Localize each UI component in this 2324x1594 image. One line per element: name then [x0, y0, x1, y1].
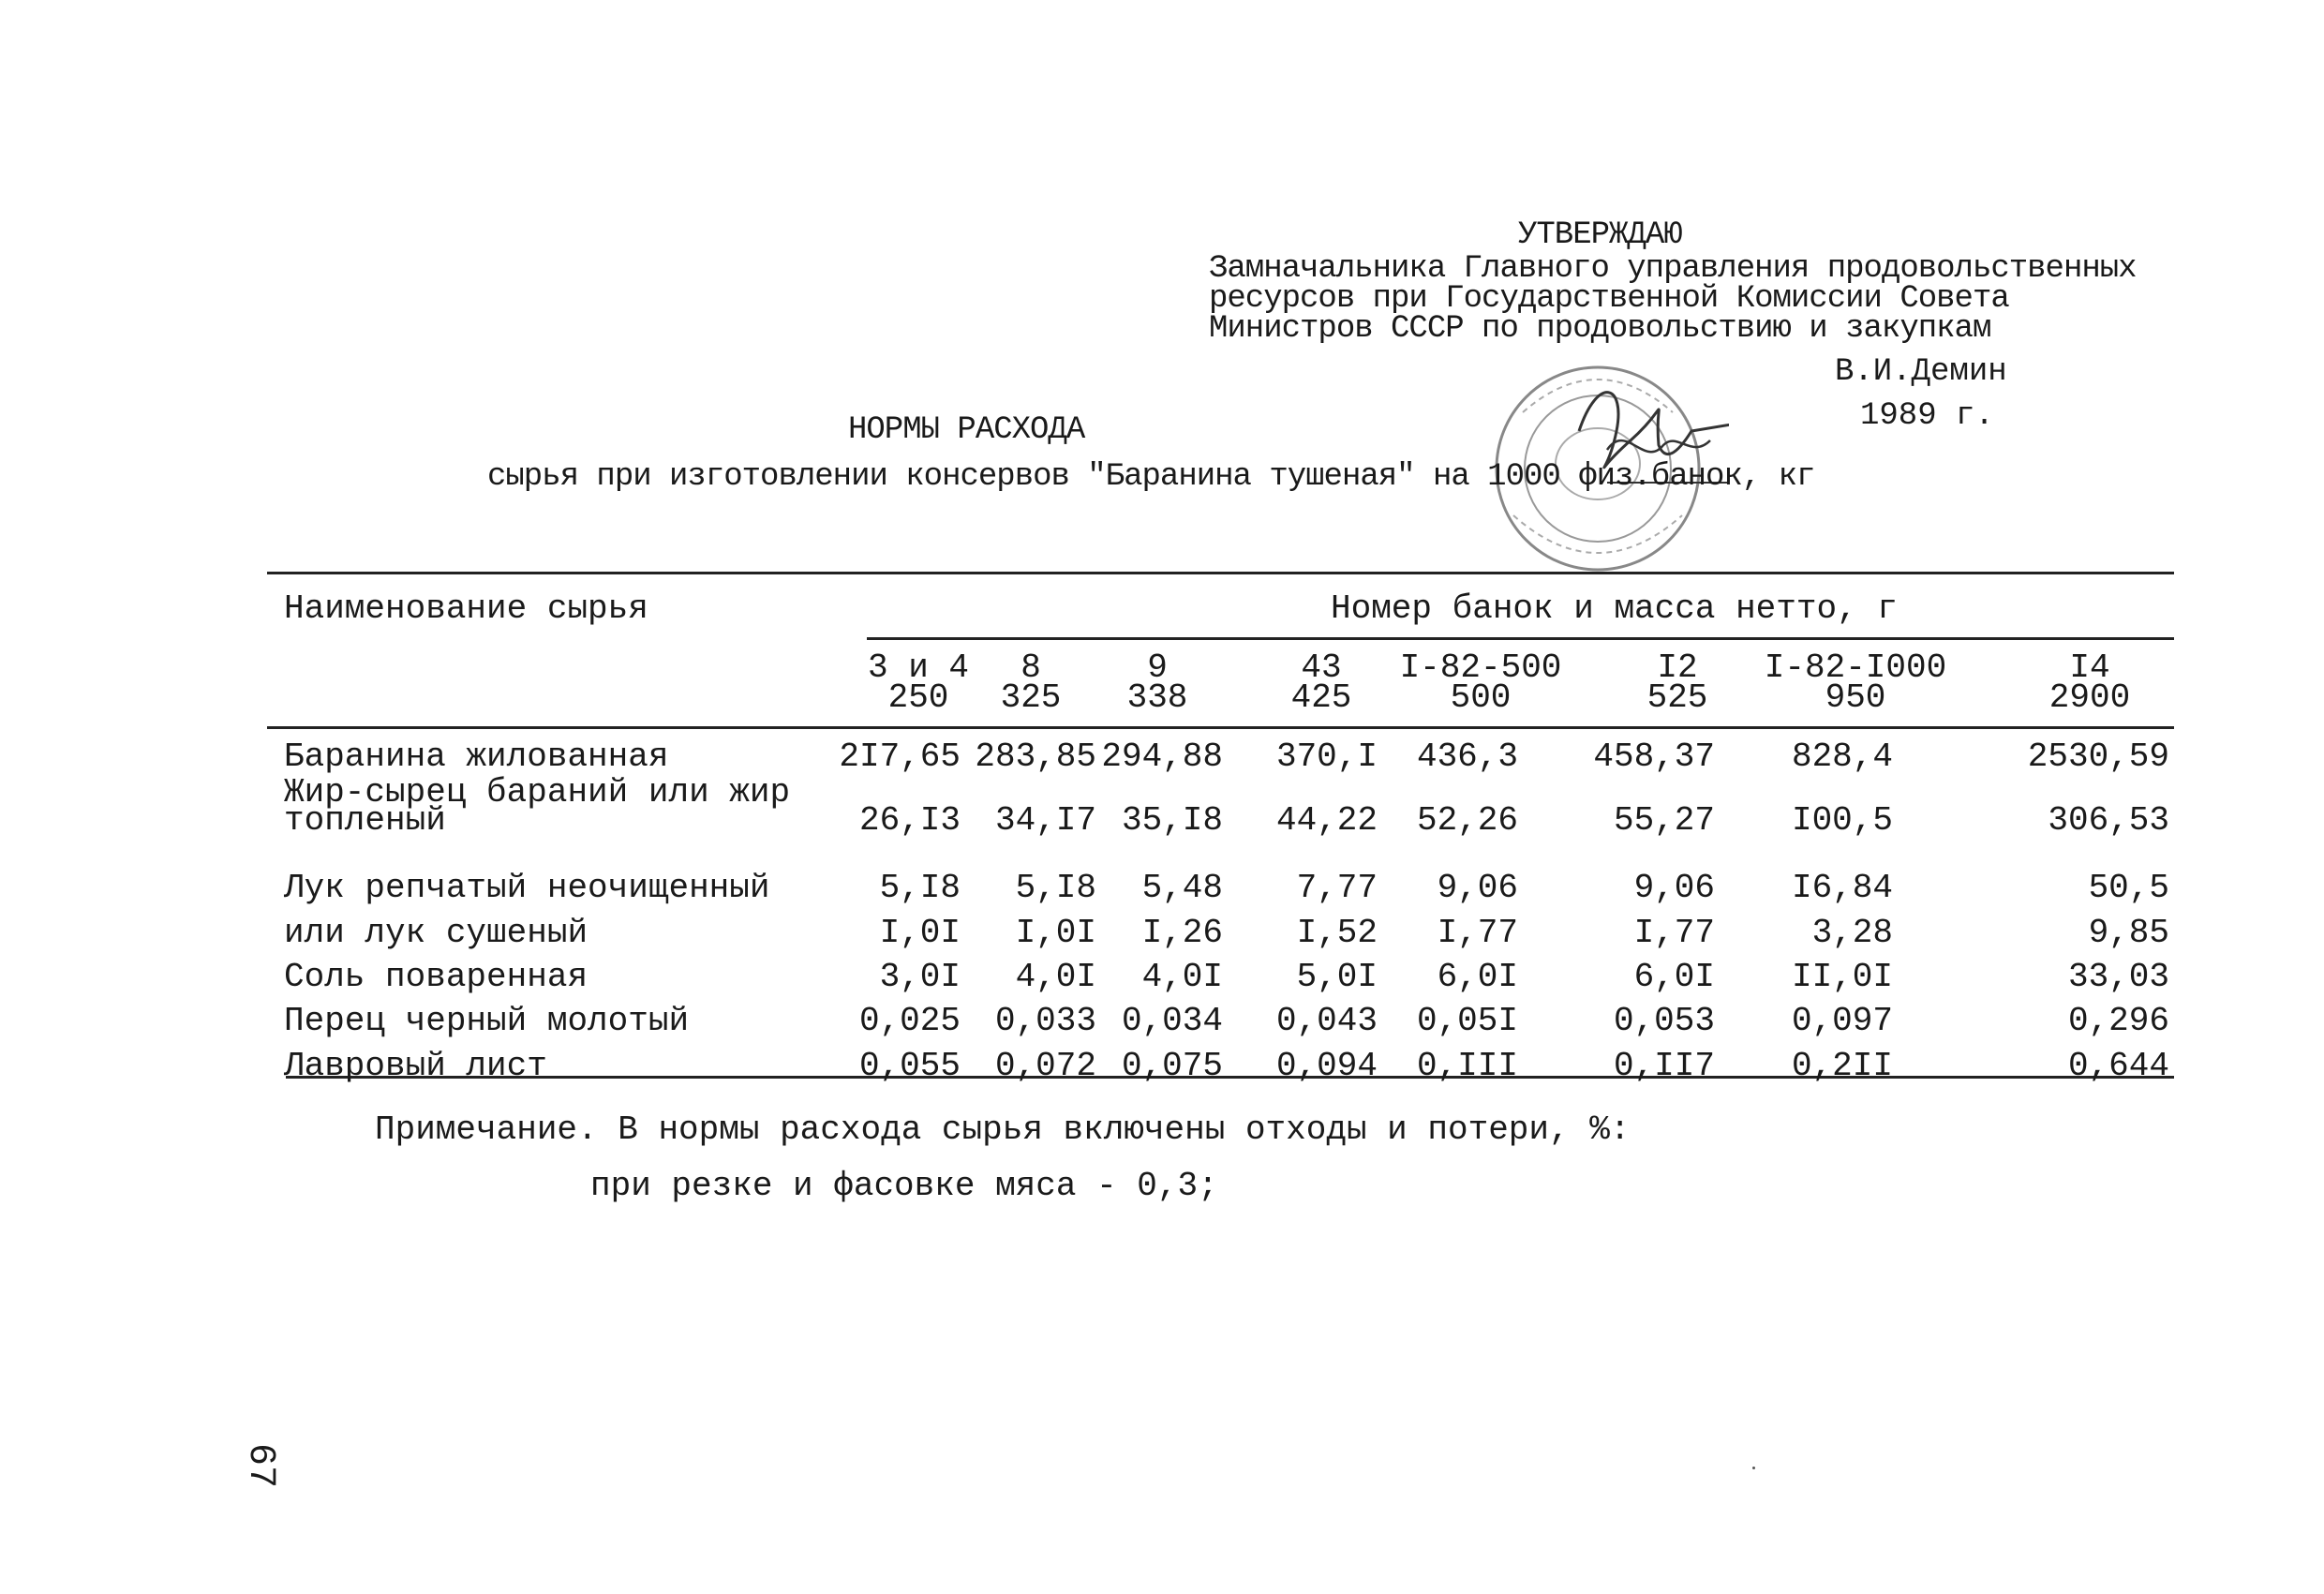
table-cell: 44,22 [1275, 801, 1378, 840]
table-cell: 436,3 [1416, 737, 1518, 776]
header-can-group: Номер банок и масса нетто, г [1331, 589, 1898, 628]
header-raw-material: Наименование сырья [284, 589, 648, 628]
col-header-mass: 500 [1450, 678, 1512, 717]
approval-line-2: ресурсов при Государственной Комиссии Совета [1209, 281, 2009, 317]
table-cell: 6,0I [1437, 958, 1518, 996]
table-cell: 0,053 [1613, 1002, 1715, 1040]
table-cell: 50,5 [2088, 869, 2169, 907]
col-header-num: I4 [2069, 648, 2110, 687]
col-header-num: 9 [1147, 648, 1168, 687]
table-cell: 294,88 [1101, 737, 1223, 776]
table-cell: I,0I [1015, 914, 1096, 952]
table-cell: 6,0I [1633, 958, 1715, 996]
table-cell: 3,0I [879, 958, 961, 996]
table-cell: 0,033 [994, 1002, 1096, 1040]
table-cell: 0,05I [1416, 1002, 1518, 1040]
col-header-num: I-82-I000 [1764, 648, 1947, 687]
table-cell: 9,06 [1437, 869, 1518, 907]
table-cell: 52,26 [1416, 801, 1518, 840]
table-cell: 0,097 [1791, 1002, 1893, 1040]
table-cell: 34,I7 [994, 801, 1096, 840]
table-cell: I,77 [1437, 914, 1518, 952]
note-subitem: при резке и фасовке мяса - 0,3; [590, 1167, 1218, 1205]
table-cell: 5,0I [1296, 958, 1378, 996]
table-cell: I,77 [1633, 914, 1715, 952]
table-cell: 458,37 [1593, 737, 1715, 776]
table-cell: 4,0I [1141, 958, 1223, 996]
table-cell: 7,77 [1296, 869, 1378, 907]
signature [1579, 393, 1729, 468]
table-cell: 306,53 [2048, 801, 2169, 840]
page-number: 67 [239, 1443, 281, 1489]
table-cell: I,52 [1296, 914, 1378, 952]
table-cell: I,0I [879, 914, 961, 952]
table-cell: 2530,59 [2027, 737, 2169, 776]
table-cell: 0,025 [858, 1002, 961, 1040]
row-name: Лук репчатый неочищенный [284, 869, 770, 907]
table-cell: 9,06 [1633, 869, 1715, 907]
col-header-mass: 425 [1290, 678, 1352, 717]
table-cell: 5,I8 [1015, 869, 1096, 907]
table-cell: 0,034 [1121, 1002, 1223, 1040]
document-title: НОРМЫ РАСХОДА [848, 412, 1085, 448]
table-cell: 35,I8 [1121, 801, 1223, 840]
col-header-num: I2 [1657, 648, 1698, 687]
table-cell: 4,0I [1015, 958, 1096, 996]
table-cell: 0,075 [1121, 1047, 1223, 1085]
row-name: Лавровый лист [284, 1047, 547, 1085]
col-header-mass: 2900 [2048, 678, 2131, 717]
col-header-num: 8 [1020, 648, 1041, 687]
col-header-mass: 525 [1646, 678, 1708, 717]
table-cell: 5,I8 [879, 869, 961, 907]
note-text: Примечание. В нормы расхода сырья включены отходы и потери, %: [375, 1110, 1631, 1149]
table-cell: 0,043 [1275, 1002, 1378, 1040]
approval-line-3: Министров СССР по продовольствию и закупкам [1209, 311, 1991, 347]
table-cell: 55,27 [1613, 801, 1715, 840]
table-cell: 0,094 [1275, 1047, 1378, 1085]
table-cell: 2I7,65 [839, 737, 961, 776]
table-cell: 26,I3 [858, 801, 961, 840]
table-cell: 5,48 [1141, 869, 1223, 907]
row-name: топленый [284, 801, 446, 840]
row-name: Соль поваренная [284, 958, 588, 996]
table-cell: 0,296 [2067, 1002, 2169, 1040]
header-bottom-rule [267, 726, 2174, 729]
table-cell: 0,III [1416, 1047, 1518, 1085]
table-cell: I6,84 [1791, 869, 1893, 907]
table-cell: I00,5 [1791, 801, 1893, 840]
col-header-mass: 250 [887, 678, 949, 717]
table-cell: 370,I [1275, 737, 1378, 776]
row-name: или лук сушеный [284, 914, 588, 952]
table-cell: 283,85 [975, 737, 1096, 776]
approval-title: УТВЕРЖДАЮ [1518, 217, 1682, 253]
speck [1752, 1467, 1755, 1469]
table-cell: 0,055 [858, 1047, 961, 1085]
col-header-num: 43 [1301, 648, 1342, 687]
table-top-rule [267, 572, 2174, 574]
table-cell: II,0I [1791, 958, 1893, 996]
header-group-rule [867, 637, 2174, 640]
table-cell: 33,03 [2067, 958, 2169, 996]
table-cell: 3,28 [1811, 914, 1893, 952]
col-header-mass: 950 [1825, 678, 1886, 717]
col-header-num: I-82-500 [1399, 648, 1562, 687]
table-cell: 0,072 [994, 1047, 1096, 1085]
table-cell: 0,644 [2067, 1047, 2169, 1085]
approval-year: 1989 г. [1860, 398, 1994, 434]
col-header-mass: 325 [1000, 678, 1062, 717]
table-cell: 828,4 [1791, 737, 1893, 776]
table-cell: 0,2II [1791, 1047, 1893, 1085]
col-header-mass: 338 [1126, 678, 1188, 717]
table-cell: 9,85 [2088, 914, 2169, 952]
row-name: Перец черный молотый [284, 1002, 690, 1040]
row-name: Баранина жилованная [284, 737, 669, 776]
table-cell: I,26 [1141, 914, 1223, 952]
document-subtitle: сырья при изготовлении консервов "Баранина тушеная" на 1000 физ.банок, кг [487, 459, 1815, 495]
approver-name: В.И.Демин [1835, 354, 2007, 390]
col-header-num: 3 и 4 [867, 648, 970, 687]
row-name: Жир-сырец бараний или жир [284, 773, 791, 812]
approval-line-1: Замначальника Главного управления продовольственных [1209, 251, 2137, 287]
table-cell: 0,II7 [1613, 1047, 1715, 1085]
